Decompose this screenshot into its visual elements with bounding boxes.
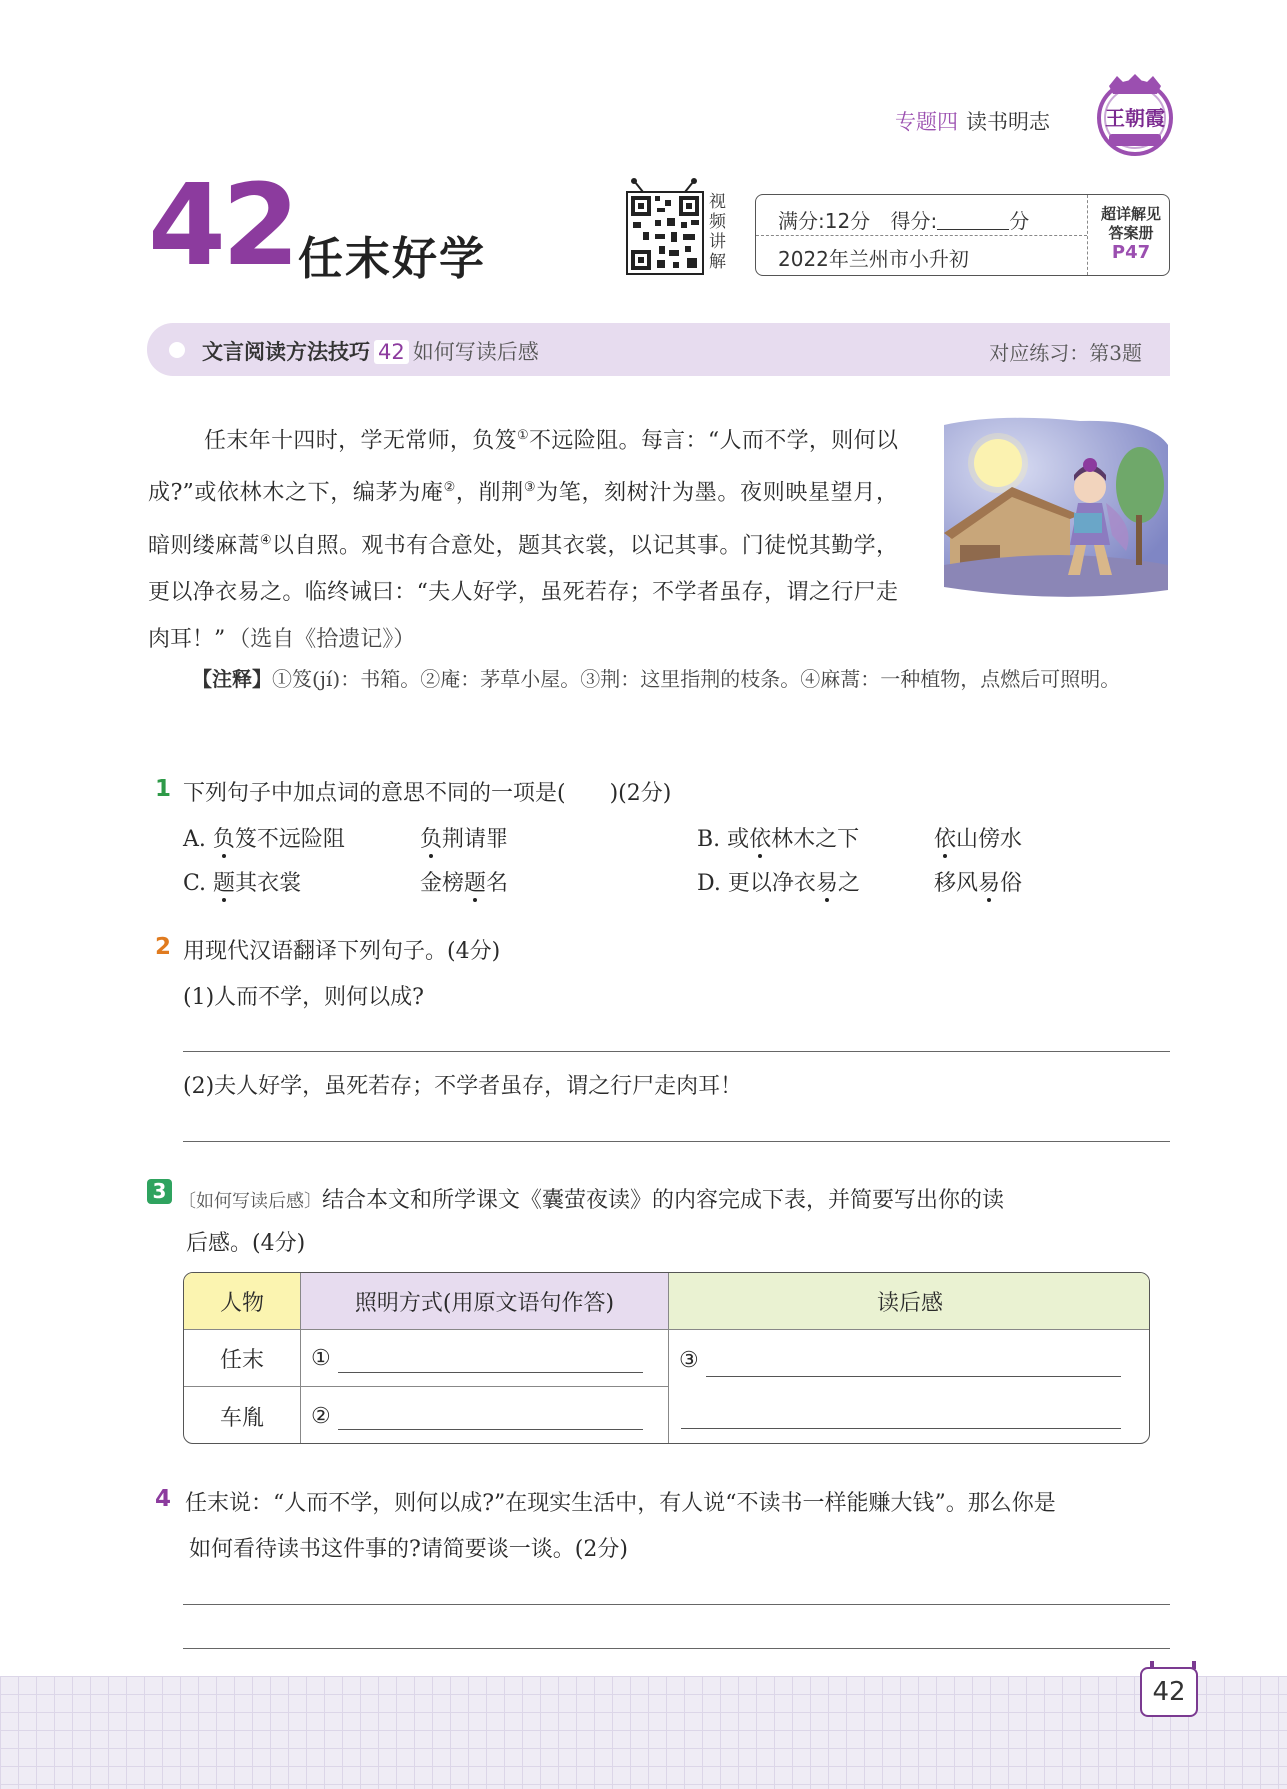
- fill-line: [338, 1429, 643, 1430]
- lesson-title: 任末好学: [298, 232, 487, 285]
- note-marker: ①: [517, 428, 530, 443]
- question-3-text: 〔如何写读后感〕结合本文和所学课文《囊萤夜读》的内容完成下表，并简要写出你的读: [178, 1188, 1005, 1213]
- table-header-light: 照明方式(用原文语句作答): [301, 1273, 669, 1330]
- option-c-compare: 金榜题名: [420, 871, 509, 896]
- question-3-text-cont: 后感。(4分): [186, 1231, 306, 1256]
- question-4-text-cont: 如何看待读书这件事的?请简要谈一谈。(2分): [189, 1537, 628, 1562]
- answer-line[interactable]: [183, 1141, 1170, 1142]
- question-2-sentence-1: (1)人而不学，则何以成?: [183, 985, 424, 1010]
- score-got-label: 得分:: [890, 209, 938, 233]
- full-score: 满分:12分: [778, 209, 871, 233]
- qr-code-icon[interactable]: [625, 178, 705, 276]
- fill-line: [338, 1372, 643, 1373]
- question-2-text: 用现代汉语翻译下列句子。(4分): [183, 939, 501, 964]
- score-line: [778, 205, 1029, 234]
- table-header-feeling: 读后感: [669, 1273, 1150, 1330]
- reading-boy-illustration: [940, 415, 1172, 605]
- table-header-person: 人物: [184, 1273, 301, 1330]
- question-1-number: 1: [155, 776, 172, 802]
- table-row-cheyin: 车胤: [184, 1387, 301, 1444]
- publisher-seal-logo: [1095, 72, 1175, 158]
- answer-page: P47: [1111, 242, 1151, 263]
- score-box: [755, 194, 1170, 276]
- footer-grid: [0, 1676, 1287, 1789]
- note-marker: ④: [259, 532, 272, 548]
- question-2-sentence-2: (2)夫人好学，虽死若存；不学者虽存，谓之行尸走肉耳！: [183, 1074, 743, 1099]
- method-banner: [147, 323, 1170, 376]
- table-cell-feeling[interactable]: ③: [679, 1347, 699, 1373]
- table-cell-light-1[interactable]: ①: [301, 1330, 669, 1387]
- answer-ref-line-1: 超详解见: [1100, 205, 1161, 223]
- fill-line: [706, 1376, 1121, 1377]
- answer-line[interactable]: [183, 1648, 1170, 1649]
- question-3-number: 3: [147, 1179, 172, 1204]
- topic-header: [895, 106, 1050, 136]
- answer-table: [183, 1272, 1150, 1444]
- annotations-label: 【注释】: [192, 667, 272, 691]
- bullet-dot-icon: [169, 342, 185, 358]
- option-a-compare: 负荆请罪: [420, 827, 509, 852]
- page-number: 42: [1140, 1667, 1198, 1717]
- option-a[interactable]: A. 负笈不远险阻: [183, 827, 345, 852]
- option-d-compare: 移风易俗: [934, 871, 1023, 896]
- qr-label: 视频讲解: [709, 192, 726, 272]
- table-row-renmo: 任末: [184, 1330, 301, 1387]
- question-1-text: 下列句子中加点词的意思不同的一项是( )(2分): [183, 781, 672, 806]
- question-2-number: 2: [155, 934, 172, 960]
- option-c[interactable]: C. 题其衣裳: [183, 871, 302, 896]
- question-4-number: 4: [155, 1486, 172, 1512]
- classical-passage: 任末年十四时，学无常师，负笈①不远险阻。每言：“人而不学，则何以成?”或依林木之下，编茅为庵②，削荆③为笔，刻树汁为墨。夜则映星望月，暗则缕麻蒿④以自照。观书有合意处，题其衣裳，以记其事。门徒悦其勤学，更以净衣易之。临终诫曰：“夫人好学，虽死若存；不学者虽存，谓之行尸走肉耳！” （选自《拾遗记》）: [148, 428, 898, 652]
- answer-line[interactable]: [183, 1051, 1170, 1052]
- method-label: 文言阅读方法技巧: [202, 340, 370, 364]
- annotations-text: ①笈(jí)：书箱。②庵：茅草小屋。③荆：这里指荆的枝条。④麻蒿：一种植物，点燃后可照明。: [272, 667, 1121, 691]
- answer-ref-line-2: 答案册: [1108, 224, 1154, 242]
- annotations: [148, 657, 1170, 701]
- note-marker: ②: [443, 480, 456, 496]
- passage-source: （选自《拾遗记》）: [239, 626, 416, 652]
- score-blank[interactable]: [937, 210, 1009, 230]
- table-cell-light-2[interactable]: ②: [301, 1387, 669, 1444]
- source-exam: 2022年兰州市小升初: [778, 247, 969, 271]
- topic-label: 专题四: [895, 110, 958, 134]
- note-marker: ③: [523, 480, 537, 496]
- practice-reference: 对应练习：第3题: [989, 341, 1142, 365]
- question-3-tag: 〔如何写读后感〕: [178, 1191, 322, 1212]
- option-b[interactable]: B. 或依林木之下: [697, 827, 860, 852]
- answer-reference: [1094, 205, 1168, 262]
- question-4-text: 任末说：“人而不学，则何以成?”在现实生活中，有人说“不读书一样能赚大钱”。那么你是: [185, 1491, 1056, 1516]
- option-b-compare: 依山傍水: [934, 827, 1023, 852]
- option-d[interactable]: D. 更以净衣易之: [697, 871, 860, 896]
- score-unit: 分: [1009, 209, 1030, 233]
- answer-line[interactable]: [183, 1604, 1170, 1605]
- topic-name: 读书明志: [966, 110, 1050, 134]
- fill-line: [681, 1428, 1121, 1429]
- svg-text:王朝霞: 王朝霞: [1105, 106, 1165, 130]
- method-number: 42: [374, 340, 409, 364]
- lesson-number: 42: [148, 161, 296, 291]
- method-topic: 如何写读后感: [412, 340, 539, 364]
